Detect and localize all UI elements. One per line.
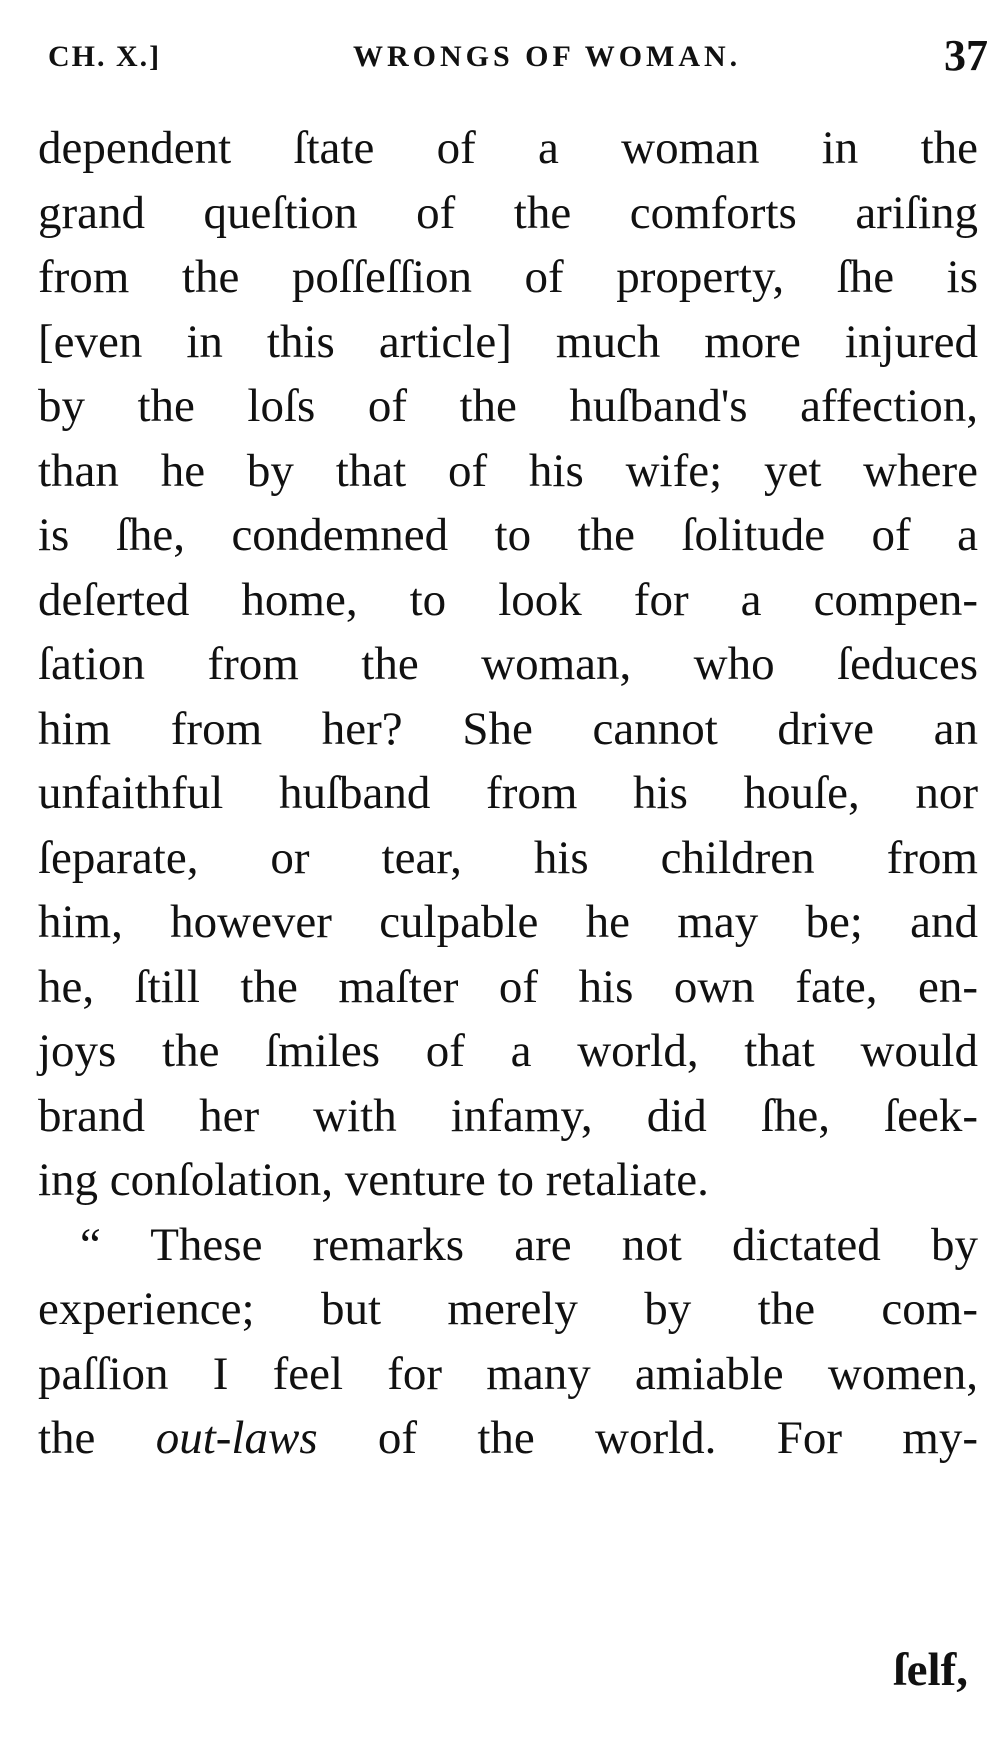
text-fragment: the — [38, 1412, 156, 1464]
text-line: paſſion I feel for many amiable women, — [38, 1347, 978, 1400]
text-line: by the loſs of the huſband's affection, — [38, 380, 978, 432]
text-fragment: of the world. For my- — [317, 1412, 978, 1464]
page-number: 37 — [944, 31, 988, 80]
text-line: dependent ſtate of a woman in the — [38, 122, 978, 174]
text-line: ſation from the woman, who ſeduces — [38, 638, 978, 690]
text-line: than he by that of his wife; yet where — [38, 444, 978, 497]
text-line: deſerted home, to look for a compen- — [38, 573, 978, 626]
text-line: ſeparate, or tear, his children from — [38, 831, 978, 884]
chapter-marker: CH. X.] — [48, 40, 162, 73]
text-line: ing conſolation, venture to retaliate. — [38, 1154, 709, 1206]
italic-term: out-laws — [155, 1412, 318, 1464]
text-line: “ These remarks are not dictated by — [80, 1218, 978, 1271]
text-line: he, ſtill the maſter of his own fate, en- — [38, 960, 978, 1013]
running-header — [48, 28, 988, 88]
text-line-with-italic — [38, 1406, 978, 1471]
catchword: ſelf, — [893, 1644, 968, 1696]
text-line: him, however culpable he may be; and — [38, 896, 978, 948]
text-line: is ſhe, condemned to the ſolitude of a — [38, 509, 978, 561]
text-line: [even in this article] much more injured — [38, 315, 978, 368]
text-line: from the poſſeſſion of property, ſhe is — [38, 251, 978, 303]
body-text — [38, 116, 978, 1471]
text-line: brand her with infamy, did ſhe, ſeek- — [38, 1089, 978, 1142]
running-title: WRONGS OF WOMAN. — [353, 40, 742, 73]
paragraph-1 — [38, 116, 978, 1213]
paragraph-2 — [38, 1213, 978, 1471]
text-line: grand queſtion of the comforts ariſing — [38, 186, 978, 239]
text-line: experience; but merely by the com- — [38, 1283, 978, 1335]
text-line: him from her? She cannot drive an — [38, 702, 978, 755]
text-line: joys the ſmiles of a world, that would — [38, 1025, 978, 1077]
text-line: unfaithful huſband from his houſe, nor — [38, 767, 978, 819]
